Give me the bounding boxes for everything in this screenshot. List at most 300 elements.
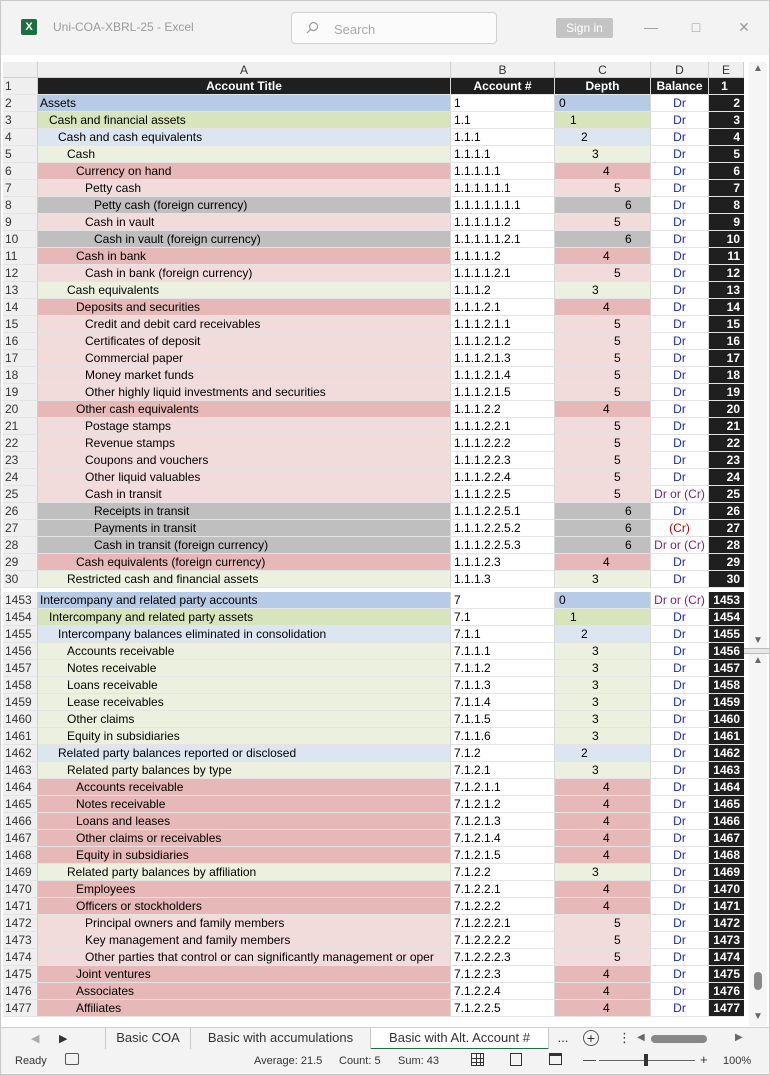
account-title-cell[interactable]: Associates bbox=[38, 983, 451, 1000]
depth-cell[interactable]: 4 bbox=[555, 898, 651, 915]
balance-cell[interactable]: Dr bbox=[651, 299, 709, 316]
account-title-cell[interactable]: Money market funds bbox=[38, 367, 451, 384]
row-index-cell[interactable]: 1461 bbox=[709, 728, 744, 745]
account-title-cell[interactable]: Cash in bank bbox=[38, 248, 451, 265]
row-index-cell[interactable]: 22 bbox=[709, 435, 744, 452]
scroll-left-icon[interactable]: ◀ bbox=[637, 1032, 645, 1043]
row-number[interactable]: 1468 bbox=[3, 847, 38, 864]
row-number[interactable]: 28 bbox=[3, 537, 38, 554]
depth-cell[interactable]: 3 bbox=[555, 728, 651, 745]
row-number[interactable]: 1467 bbox=[3, 830, 38, 847]
account-title-cell[interactable]: Payments in transit bbox=[38, 520, 451, 537]
depth-cell[interactable]: 5 bbox=[555, 350, 651, 367]
account-title-cell[interactable]: Cash equivalents bbox=[38, 282, 451, 299]
account-number-cell[interactable]: 1.1.1.1.1.2 bbox=[451, 214, 555, 231]
balance-cell[interactable]: Dr bbox=[651, 503, 709, 520]
row-index-cell[interactable]: 1462 bbox=[709, 745, 744, 762]
row-number[interactable]: 5 bbox=[3, 146, 38, 163]
sign-in-button[interactable]: Sign in bbox=[556, 18, 613, 38]
account-title-cell[interactable]: Accounts receivable bbox=[38, 779, 451, 796]
balance-cell[interactable]: Dr bbox=[651, 898, 709, 915]
account-number-cell[interactable]: 1.1.1.1.2.1 bbox=[451, 265, 555, 282]
zoom-level[interactable]: 100% bbox=[723, 1055, 752, 1067]
balance-cell[interactable]: Dr bbox=[651, 333, 709, 350]
account-number-cell[interactable]: 1.1.1.2.1.2 bbox=[451, 333, 555, 350]
close-icon[interactable]: ✕ bbox=[738, 19, 750, 35]
account-number-cell[interactable]: 7.1.2.1.2 bbox=[451, 796, 555, 813]
more-sheets-button[interactable]: ... bbox=[557, 1030, 569, 1045]
account-number-cell[interactable]: 7.1.2.1 bbox=[451, 762, 555, 779]
row-index-cell[interactable]: 9 bbox=[709, 214, 744, 231]
row-index-cell[interactable]: 1457 bbox=[709, 660, 744, 677]
depth-cell[interactable]: 3 bbox=[555, 864, 651, 881]
row-index-cell[interactable]: 29 bbox=[709, 554, 744, 571]
account-title-cell[interactable]: Principal owners and family members bbox=[38, 915, 451, 932]
scroll-up-icon[interactable]: ▲ bbox=[753, 655, 763, 666]
row-index-cell[interactable]: 1467 bbox=[709, 830, 744, 847]
row-number[interactable]: 4 bbox=[3, 129, 38, 146]
account-number-cell[interactable]: 1.1.1.2.1.5 bbox=[451, 384, 555, 401]
depth-cell[interactable]: 1 bbox=[555, 609, 651, 626]
balance-cell[interactable]: Dr bbox=[651, 384, 709, 401]
account-number-cell[interactable]: 7.1.2.2.3 bbox=[451, 966, 555, 983]
depth-cell[interactable]: 4 bbox=[555, 779, 651, 796]
row-index-cell[interactable]: 30 bbox=[709, 571, 744, 588]
account-title-cell[interactable]: Other highly liquid investments and securities bbox=[38, 384, 451, 401]
depth-cell[interactable]: 4 bbox=[555, 847, 651, 864]
account-number-cell[interactable]: 1.1.1.2.2.4 bbox=[451, 469, 555, 486]
row-number[interactable]: 21 bbox=[3, 418, 38, 435]
account-title-cell[interactable]: Deposits and securities bbox=[38, 299, 451, 316]
depth-cell[interactable]: 3 bbox=[555, 660, 651, 677]
row-number[interactable]: 1455 bbox=[3, 626, 38, 643]
select-all-corner[interactable] bbox=[3, 62, 38, 78]
account-number-cell[interactable]: 7.1.2.2.4 bbox=[451, 983, 555, 1000]
row-index-cell[interactable]: 12 bbox=[709, 265, 744, 282]
row-number[interactable]: 1472 bbox=[3, 915, 38, 932]
depth-cell[interactable]: 3 bbox=[555, 282, 651, 299]
maximize-icon[interactable]: □ bbox=[691, 19, 701, 35]
balance-cell[interactable]: Dr bbox=[651, 112, 709, 129]
balance-cell[interactable]: Dr bbox=[651, 316, 709, 333]
account-title-cell[interactable]: Intercompany balances eliminated in consolidation bbox=[38, 626, 451, 643]
balance-cell[interactable]: Dr bbox=[651, 949, 709, 966]
row-number[interactable]: 24 bbox=[3, 469, 38, 486]
account-number-cell[interactable]: 1.1.1.2.2.1 bbox=[451, 418, 555, 435]
account-number-cell[interactable]: 1.1.1.1.1 bbox=[451, 163, 555, 180]
account-number-cell[interactable]: 1.1.1.2.3 bbox=[451, 554, 555, 571]
row-index-cell[interactable]: 28 bbox=[709, 537, 744, 554]
accessibility-icon[interactable] bbox=[65, 1053, 79, 1065]
row-number[interactable]: 1461 bbox=[3, 728, 38, 745]
row-number[interactable]: 13 bbox=[3, 282, 38, 299]
row-number[interactable]: 1473 bbox=[3, 932, 38, 949]
row-number[interactable]: 1460 bbox=[3, 711, 38, 728]
account-title-cell[interactable]: Other parties that control or can significantly management or oper bbox=[38, 949, 451, 966]
depth-cell[interactable]: 5 bbox=[555, 333, 651, 350]
row-number[interactable]: 22 bbox=[3, 435, 38, 452]
row-index-cell[interactable]: 27 bbox=[709, 520, 744, 537]
row-index-cell[interactable]: 21 bbox=[709, 418, 744, 435]
balance-cell[interactable]: Dr bbox=[651, 796, 709, 813]
depth-cell[interactable]: 4 bbox=[555, 248, 651, 265]
balance-cell[interactable]: Dr bbox=[651, 571, 709, 588]
account-number-cell[interactable]: 1.1.1 bbox=[451, 129, 555, 146]
account-title-cell[interactable]: Petty cash bbox=[38, 180, 451, 197]
row-number[interactable]: 1458 bbox=[3, 677, 38, 694]
row-number[interactable]: 16 bbox=[3, 333, 38, 350]
row-number[interactable]: 1475 bbox=[3, 966, 38, 983]
account-number-cell[interactable]: 7.1.2.2.1 bbox=[451, 881, 555, 898]
row-number[interactable]: 29 bbox=[3, 554, 38, 571]
account-title-cell[interactable]: Cash in vault bbox=[38, 214, 451, 231]
account-number-cell[interactable]: 1.1.1.2.1.1 bbox=[451, 316, 555, 333]
h-scroll-thumb[interactable] bbox=[651, 1035, 707, 1043]
column-header-e[interactable]: E bbox=[709, 62, 744, 78]
balance-cell[interactable]: Dr bbox=[651, 932, 709, 949]
row-number[interactable]: 8 bbox=[3, 197, 38, 214]
row-index-cell[interactable]: 6 bbox=[709, 163, 744, 180]
depth-cell[interactable]: 0 bbox=[555, 592, 651, 609]
account-number-cell[interactable]: 7.1.1.3 bbox=[451, 677, 555, 694]
balance-cell[interactable]: Dr bbox=[651, 813, 709, 830]
balance-cell[interactable]: Dr bbox=[651, 660, 709, 677]
account-number-cell[interactable]: 1.1.1.2.2.5.1 bbox=[451, 503, 555, 520]
top-vertical-scrollbar[interactable] bbox=[749, 62, 767, 648]
row-number[interactable]: 1464 bbox=[3, 779, 38, 796]
depth-cell[interactable]: 4 bbox=[555, 1000, 651, 1017]
balance-cell[interactable]: Dr bbox=[651, 282, 709, 299]
tab-basic-alt-account[interactable]: Basic with Alt. Account # bbox=[371, 1028, 549, 1050]
account-title-cell[interactable]: Certificates of deposit bbox=[38, 333, 451, 350]
add-sheet-icon[interactable]: + bbox=[583, 1030, 599, 1046]
depth-cell[interactable]: 2 bbox=[555, 745, 651, 762]
row-number[interactable]: 20 bbox=[3, 401, 38, 418]
row-index-cell[interactable]: 19 bbox=[709, 384, 744, 401]
account-number-cell[interactable]: 7.1.1.1 bbox=[451, 643, 555, 660]
account-number-cell[interactable]: 1.1.1.1.1.1.1 bbox=[451, 197, 555, 214]
row-index-cell[interactable]: 1463 bbox=[709, 762, 744, 779]
row-number[interactable]: 9 bbox=[3, 214, 38, 231]
account-title-cell[interactable]: Notes receivable bbox=[38, 660, 451, 677]
account-number-cell[interactable]: 7.1.2.2 bbox=[451, 864, 555, 881]
row-number[interactable]: 18 bbox=[3, 367, 38, 384]
row-index-cell[interactable]: 3 bbox=[709, 112, 744, 129]
account-number-cell[interactable]: 1.1.1.1.2 bbox=[451, 248, 555, 265]
account-title-cell[interactable]: Cash in vault (foreign currency) bbox=[38, 231, 451, 248]
depth-cell[interactable]: 5 bbox=[555, 949, 651, 966]
balance-cell[interactable]: Dr bbox=[651, 881, 709, 898]
zoom-out-icon[interactable]: — bbox=[583, 1052, 596, 1067]
account-number-cell[interactable]: 7.1.2.2.2.2 bbox=[451, 932, 555, 949]
balance-cell[interactable]: Dr bbox=[651, 915, 709, 932]
account-number-cell[interactable]: 1.1.1.2.2.5.2 bbox=[451, 520, 555, 537]
account-number-cell[interactable]: 1.1.1.2.2.2 bbox=[451, 435, 555, 452]
account-number-cell[interactable]: 1.1.1.2.2.5 bbox=[451, 486, 555, 503]
row-number[interactable]: 1474 bbox=[3, 949, 38, 966]
row-index-cell[interactable]: 1468 bbox=[709, 847, 744, 864]
tab-basic-coa[interactable]: Basic COA bbox=[105, 1028, 191, 1050]
count-readout[interactable]: Count: 5 bbox=[339, 1055, 381, 1067]
account-number-cell[interactable]: 1.1 bbox=[451, 112, 555, 129]
account-number-cell[interactable]: 1.1.1.3 bbox=[451, 571, 555, 588]
balance-cell[interactable]: Dr bbox=[651, 745, 709, 762]
scroll-thumb[interactable] bbox=[754, 972, 762, 990]
account-number-cell[interactable]: 1 bbox=[451, 95, 555, 112]
account-number-cell[interactable]: 1.1.1.1 bbox=[451, 146, 555, 163]
search-input[interactable] bbox=[291, 12, 497, 44]
scroll-down-icon[interactable]: ▼ bbox=[753, 635, 763, 646]
balance-cell[interactable]: Dr bbox=[651, 1000, 709, 1017]
balance-cell[interactable]: Dr bbox=[651, 401, 709, 418]
depth-cell[interactable]: 3 bbox=[555, 762, 651, 779]
account-title-cell[interactable]: Equity in subsidiaries bbox=[38, 728, 451, 745]
row-number[interactable]: 25 bbox=[3, 486, 38, 503]
row-number[interactable]: 1463 bbox=[3, 762, 38, 779]
row-index-cell[interactable]: 1465 bbox=[709, 796, 744, 813]
account-title-cell[interactable]: Loans and leases bbox=[38, 813, 451, 830]
balance-cell[interactable]: Dr bbox=[651, 452, 709, 469]
row-number[interactable]: 19 bbox=[3, 384, 38, 401]
depth-cell[interactable]: 1 bbox=[555, 112, 651, 129]
account-number-cell[interactable]: 1.1.1.2.2.3 bbox=[451, 452, 555, 469]
depth-cell[interactable]: 2 bbox=[555, 626, 651, 643]
row-index-cell[interactable]: 1477 bbox=[709, 1000, 744, 1017]
account-title-cell[interactable]: Key management and family members bbox=[38, 932, 451, 949]
account-number-cell[interactable]: 1.1.1.2.1.4 bbox=[451, 367, 555, 384]
row-number[interactable]: 17 bbox=[3, 350, 38, 367]
next-sheet-icon[interactable]: ▶ bbox=[59, 1033, 68, 1045]
account-title-cell[interactable]: Lease receivables bbox=[38, 694, 451, 711]
row-number[interactable]: 10 bbox=[3, 231, 38, 248]
account-title-cell[interactable]: Other claims or receivables bbox=[38, 830, 451, 847]
account-title-cell[interactable]: Other cash equivalents bbox=[38, 401, 451, 418]
worksheet-grid[interactable] bbox=[3, 62, 769, 1027]
account-number-cell[interactable]: 7.1.2.2.2.1 bbox=[451, 915, 555, 932]
row-index-cell[interactable]: 1466 bbox=[709, 813, 744, 830]
depth-cell[interactable]: 5 bbox=[555, 486, 651, 503]
account-title-cell[interactable]: Cash and financial assets bbox=[38, 112, 451, 129]
row-number[interactable]: 30 bbox=[3, 571, 38, 588]
account-title-cell[interactable]: Currency on hand bbox=[38, 163, 451, 180]
depth-cell[interactable]: 4 bbox=[555, 983, 651, 1000]
page-layout-icon[interactable] bbox=[510, 1053, 522, 1066]
depth-cell[interactable]: 6 bbox=[555, 231, 651, 248]
account-number-cell[interactable]: 1.1.1.1.1.2.1 bbox=[451, 231, 555, 248]
row-number[interactable]: 7 bbox=[3, 180, 38, 197]
header-e[interactable]: 1 bbox=[709, 78, 744, 95]
normal-view-icon[interactable] bbox=[471, 1053, 484, 1066]
balance-cell[interactable]: Dr or (Cr) bbox=[651, 537, 709, 554]
account-number-cell[interactable]: 7.1.2 bbox=[451, 745, 555, 762]
row-index-cell[interactable]: 23 bbox=[709, 452, 744, 469]
row-index-cell[interactable]: 20 bbox=[709, 401, 744, 418]
account-title-cell[interactable]: Other claims bbox=[38, 711, 451, 728]
depth-cell[interactable]: 5 bbox=[555, 418, 651, 435]
balance-cell[interactable]: Dr bbox=[651, 418, 709, 435]
row-number[interactable]: 26 bbox=[3, 503, 38, 520]
account-title-cell[interactable]: Officers or stockholders bbox=[38, 898, 451, 915]
row-number[interactable]: 1459 bbox=[3, 694, 38, 711]
balance-cell[interactable]: Dr bbox=[651, 830, 709, 847]
row-number[interactable]: 12 bbox=[3, 265, 38, 282]
account-number-cell[interactable]: 1.1.1.1.1.1 bbox=[451, 180, 555, 197]
row-index-cell[interactable]: 14 bbox=[709, 299, 744, 316]
column-header-a[interactable]: A bbox=[38, 62, 451, 78]
account-number-cell[interactable]: 7.1.2.2.2.3 bbox=[451, 949, 555, 966]
depth-cell[interactable]: 6 bbox=[555, 520, 651, 537]
account-number-cell[interactable]: 7.1.2.1.1 bbox=[451, 779, 555, 796]
balance-cell[interactable]: Dr bbox=[651, 626, 709, 643]
account-number-cell[interactable]: 7.1.2.2.2 bbox=[451, 898, 555, 915]
balance-cell[interactable]: (Cr) bbox=[651, 520, 709, 537]
depth-cell[interactable]: 3 bbox=[555, 643, 651, 660]
account-number-cell[interactable]: 7.1.1.2 bbox=[451, 660, 555, 677]
row-index-cell[interactable]: 17 bbox=[709, 350, 744, 367]
row-number[interactable]: 6 bbox=[3, 163, 38, 180]
bottom-vertical-scrollbar[interactable] bbox=[749, 654, 767, 1026]
row-number[interactable]: 1 bbox=[3, 78, 38, 95]
account-number-cell[interactable]: 7.1.2.1.4 bbox=[451, 830, 555, 847]
row-number[interactable]: 1454 bbox=[3, 609, 38, 626]
row-number[interactable]: 1469 bbox=[3, 864, 38, 881]
account-number-cell[interactable]: 7 bbox=[451, 592, 555, 609]
zoom-in-icon[interactable]: + bbox=[700, 1052, 708, 1067]
account-number-cell[interactable]: 7.1.1.5 bbox=[451, 711, 555, 728]
page-break-icon[interactable] bbox=[549, 1053, 562, 1065]
column-header-b[interactable]: B bbox=[451, 62, 555, 78]
balance-cell[interactable]: Dr bbox=[651, 983, 709, 1000]
account-title-cell[interactable]: Intercompany and related party assets bbox=[38, 609, 451, 626]
row-number[interactable]: 1457 bbox=[3, 660, 38, 677]
account-number-cell[interactable]: 1.1.1.2.1.3 bbox=[451, 350, 555, 367]
balance-cell[interactable]: Dr bbox=[651, 643, 709, 660]
depth-cell[interactable]: 2 bbox=[555, 129, 651, 146]
row-number[interactable]: 1456 bbox=[3, 643, 38, 660]
row-index-cell[interactable]: 1464 bbox=[709, 779, 744, 796]
row-index-cell[interactable]: 1474 bbox=[709, 949, 744, 966]
depth-cell[interactable]: 5 bbox=[555, 435, 651, 452]
row-index-cell[interactable]: 1460 bbox=[709, 711, 744, 728]
depth-cell[interactable]: 5 bbox=[555, 932, 651, 949]
row-index-cell[interactable]: 11 bbox=[709, 248, 744, 265]
header-depth[interactable]: Depth bbox=[555, 78, 651, 95]
account-title-cell[interactable]: Assets bbox=[38, 95, 451, 112]
account-title-cell[interactable]: Cash and cash equivalents bbox=[38, 129, 451, 146]
balance-cell[interactable]: Dr bbox=[651, 163, 709, 180]
account-title-cell[interactable]: Petty cash (foreign currency) bbox=[38, 197, 451, 214]
row-index-cell[interactable]: 8 bbox=[709, 197, 744, 214]
depth-cell[interactable]: 0 bbox=[555, 95, 651, 112]
account-title-cell[interactable]: Coupons and vouchers bbox=[38, 452, 451, 469]
account-title-cell[interactable]: Related party balances by type bbox=[38, 762, 451, 779]
account-title-cell[interactable]: Other liquid valuables bbox=[38, 469, 451, 486]
header-account-number[interactable]: Account # bbox=[451, 78, 555, 95]
account-title-cell[interactable]: Notes receivable bbox=[38, 796, 451, 813]
row-number[interactable]: 1462 bbox=[3, 745, 38, 762]
account-number-cell[interactable]: 7.1 bbox=[451, 609, 555, 626]
row-index-cell[interactable]: 4 bbox=[709, 129, 744, 146]
account-number-cell[interactable]: 7.1.2.1.3 bbox=[451, 813, 555, 830]
balance-cell[interactable]: Dr bbox=[651, 847, 709, 864]
row-index-cell[interactable]: 1459 bbox=[709, 694, 744, 711]
depth-cell[interactable]: 3 bbox=[555, 694, 651, 711]
balance-cell[interactable]: Dr bbox=[651, 350, 709, 367]
header-balance[interactable]: Balance bbox=[651, 78, 709, 95]
account-title-cell[interactable]: Joint ventures bbox=[38, 966, 451, 983]
row-index-cell[interactable]: 1453 bbox=[709, 592, 744, 609]
depth-cell[interactable]: 3 bbox=[555, 711, 651, 728]
row-index-cell[interactable]: 5 bbox=[709, 146, 744, 163]
row-index-cell[interactable]: 1473 bbox=[709, 932, 744, 949]
account-title-cell[interactable]: Receipts in transit bbox=[38, 503, 451, 520]
account-title-cell[interactable]: Restricted cash and financial assets bbox=[38, 571, 451, 588]
zoom-slider-thumb[interactable] bbox=[644, 1054, 648, 1066]
balance-cell[interactable]: Dr bbox=[651, 265, 709, 282]
balance-cell[interactable]: Dr bbox=[651, 728, 709, 745]
balance-cell[interactable]: Dr bbox=[651, 694, 709, 711]
row-number[interactable]: 1453 bbox=[3, 592, 38, 609]
depth-cell[interactable]: 4 bbox=[555, 966, 651, 983]
column-header-d[interactable]: D bbox=[651, 62, 709, 78]
options-icon[interactable]: ⋮ bbox=[618, 1030, 631, 1045]
header-account-title[interactable]: Account Title bbox=[38, 78, 451, 95]
row-number[interactable]: 1470 bbox=[3, 881, 38, 898]
row-index-cell[interactable]: 2 bbox=[709, 95, 744, 112]
row-index-cell[interactable]: 24 bbox=[709, 469, 744, 486]
account-number-cell[interactable]: 7.1.2.2.5 bbox=[451, 1000, 555, 1017]
balance-cell[interactable]: Dr bbox=[651, 146, 709, 163]
depth-cell[interactable]: 4 bbox=[555, 830, 651, 847]
balance-cell[interactable]: Dr bbox=[651, 367, 709, 384]
row-index-cell[interactable]: 25 bbox=[709, 486, 744, 503]
row-number[interactable]: 1476 bbox=[3, 983, 38, 1000]
scroll-up-icon[interactable]: ▲ bbox=[753, 63, 763, 74]
balance-cell[interactable]: Dr or (Cr) bbox=[651, 486, 709, 503]
account-number-cell[interactable]: 1.1.1.2.2 bbox=[451, 401, 555, 418]
depth-cell[interactable]: 4 bbox=[555, 299, 651, 316]
depth-cell[interactable]: 4 bbox=[555, 554, 651, 571]
row-number[interactable]: 11 bbox=[3, 248, 38, 265]
row-index-cell[interactable]: 1458 bbox=[709, 677, 744, 694]
balance-cell[interactable]: Dr bbox=[651, 231, 709, 248]
scroll-down-icon[interactable]: ▼ bbox=[753, 1011, 763, 1022]
row-index-cell[interactable]: 1471 bbox=[709, 898, 744, 915]
prev-sheet-icon[interactable]: ◀ bbox=[31, 1033, 40, 1045]
depth-cell[interactable]: 5 bbox=[555, 469, 651, 486]
row-index-cell[interactable]: 1455 bbox=[709, 626, 744, 643]
scroll-right-icon[interactable]: ▶ bbox=[735, 1032, 743, 1043]
account-number-cell[interactable]: 7.1.1 bbox=[451, 626, 555, 643]
account-number-cell[interactable]: 7.1.1.6 bbox=[451, 728, 555, 745]
depth-cell[interactable]: 5 bbox=[555, 452, 651, 469]
row-number[interactable]: 3 bbox=[3, 112, 38, 129]
depth-cell[interactable]: 5 bbox=[555, 265, 651, 282]
balance-cell[interactable]: Dr bbox=[651, 554, 709, 571]
account-title-cell[interactable]: Commercial paper bbox=[38, 350, 451, 367]
row-index-cell[interactable]: 13 bbox=[709, 282, 744, 299]
row-index-cell[interactable]: 18 bbox=[709, 367, 744, 384]
row-index-cell[interactable]: 1456 bbox=[709, 643, 744, 660]
depth-cell[interactable]: 6 bbox=[555, 197, 651, 214]
account-title-cell[interactable]: Employees bbox=[38, 881, 451, 898]
balance-cell[interactable]: Dr bbox=[651, 779, 709, 796]
balance-cell[interactable]: Dr bbox=[651, 864, 709, 881]
balance-cell[interactable]: Dr bbox=[651, 469, 709, 486]
row-number[interactable]: 2 bbox=[3, 95, 38, 112]
row-index-cell[interactable]: 1476 bbox=[709, 983, 744, 1000]
balance-cell[interactable]: Dr bbox=[651, 129, 709, 146]
